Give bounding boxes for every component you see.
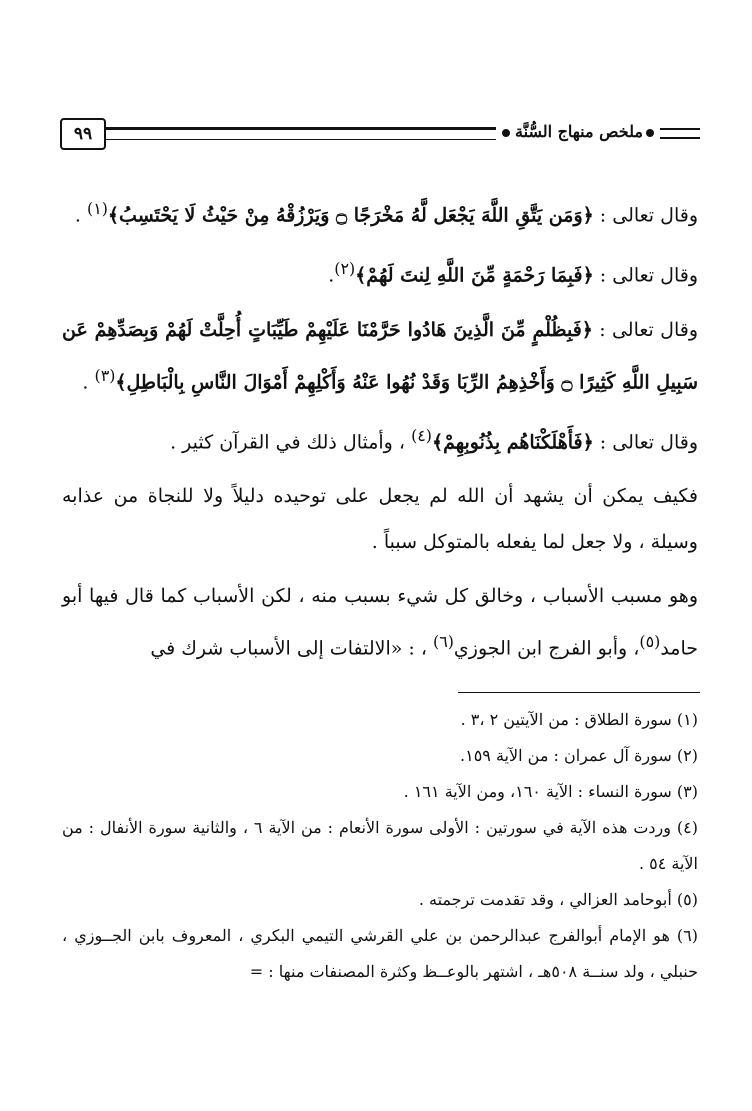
quran-verse: ﴿فَبِظُلْمٍ مِّنَ الَّذِينَ هَادُوا حَرَّمْنَا عَلَيْهِمْ طَيِّبَاتٍ أُحِلَّتْ لَهُمْ وَبِصَدِّهِمْ عَن سَبِيلِ اللَّهِ كَثِيرًا ۝ وَأَخْذِهِمُ الرِّبَا وَقَدْ نُهُوا عَنْهُ وَأَكْلِهِمْ أَمْوَالَ النَّاسِ بِالْبَاطِلِ﴾ <box>62 318 698 393</box>
footnote: (١) سورة الطلاق : من الآيتين ٢ ،٣ . <box>460 710 698 729</box>
verse-intro: وقال تعالى : <box>593 264 698 287</box>
verse-intro: وقال تعالى : <box>592 318 698 341</box>
footnote-ref: (٢) <box>334 259 356 279</box>
footnote: (٣) سورة النساء : الآية ١٦٠، ومن الآية ١٦١ . <box>403 782 698 801</box>
paragraph-end: . <box>74 204 88 227</box>
verse-intro: وقال تعالى : <box>593 431 698 454</box>
footnote: (٤) وردت هذه الآية في سورتين : الأولى سورة الأنعام : من الآية ٦ ، والثانية سورة الأنفال : من الآية ٥٤ . <box>62 818 699 873</box>
paragraph-text: ، وأبو الفرج ابن الجوزي <box>453 637 640 660</box>
verse-intro: وقال تعالى : <box>593 204 698 227</box>
paragraph <box>62 246 698 298</box>
paragraph <box>62 186 698 238</box>
footnote-ref: (١) <box>87 199 108 218</box>
paragraph-end: . <box>82 370 95 393</box>
paragraph <box>62 307 698 405</box>
quran-verse: ﴿فَأَهْلَكْنَاهُم بِذُنُوبِهِمْ﴾ <box>431 431 594 454</box>
paragraph: فكيف يمكن أن يشهد أن الله لم يجعل على توحيده دليلاً ولا للنجاة من عذابه وسيلة ، ولا جعل لما يفعله بالمتوكل سبباً . <box>62 485 698 554</box>
header-rule-short <box>660 128 700 139</box>
footnote-ref: (٣) <box>94 365 116 385</box>
header-title: ملخص منهاج السُّنَّة <box>515 122 643 141</box>
running-header <box>58 118 704 158</box>
header-bullet-icon <box>502 129 510 137</box>
footnote-ref: (٥) <box>639 632 661 652</box>
quran-verse: ﴿وَمَن يَتَّقِ اللَّهَ يَجْعَل لَّهُ مَخْرَجًا ۝ وَيَرْزُقْهُ مِنْ حَيْثُ لَا يَحْتَسِبُ﴾ <box>107 204 594 227</box>
quran-verse: ﴿فَبِمَا رَحْمَةٍ مِّنَ اللَّهِ لِنتَ لَهُمْ﴾ <box>355 264 594 287</box>
footnote-ref: (٦) <box>433 632 454 652</box>
paragraph-end: ، وأمثال ذلك في القرآن كثير . <box>170 431 412 454</box>
paragraph-text: وهو مسبب الأسباب ، وخالق كل شيء بسبب منه ، لكن الأسباب كما قال فيها أبو حامد <box>62 585 698 660</box>
paragraph <box>62 413 698 465</box>
page-number: ٩٩ <box>60 118 106 150</box>
paragraph <box>62 573 698 671</box>
footnote: (٦) هو الإمام أبوالفرج عبدالرحمن بن علي القرشي التيمي البكري ، المعروف بابن الجــوزي ، حنبلي ، ولد سنــة ٥٠٨هـ ، اشتهر بالوعــظ وكثرة المصنفات منها : = <box>62 926 698 981</box>
footnote-ref: (٤) <box>411 425 432 445</box>
header-rule <box>106 127 496 140</box>
footnote-separator <box>458 692 700 693</box>
footnote: (٥) أبوحامد العزالي ، وقد تقدمت ترجمته . <box>418 890 698 909</box>
main-text <box>62 186 698 680</box>
footnotes <box>62 702 698 990</box>
header-bullet-icon <box>646 129 654 137</box>
footnote: (٢) سورة آل عمران : من الآية ١٥٩. <box>460 746 698 765</box>
paragraph-end: . <box>328 264 335 287</box>
paragraph-text: ، : «الالتفات إلى الأسباب شرك في <box>150 637 434 660</box>
